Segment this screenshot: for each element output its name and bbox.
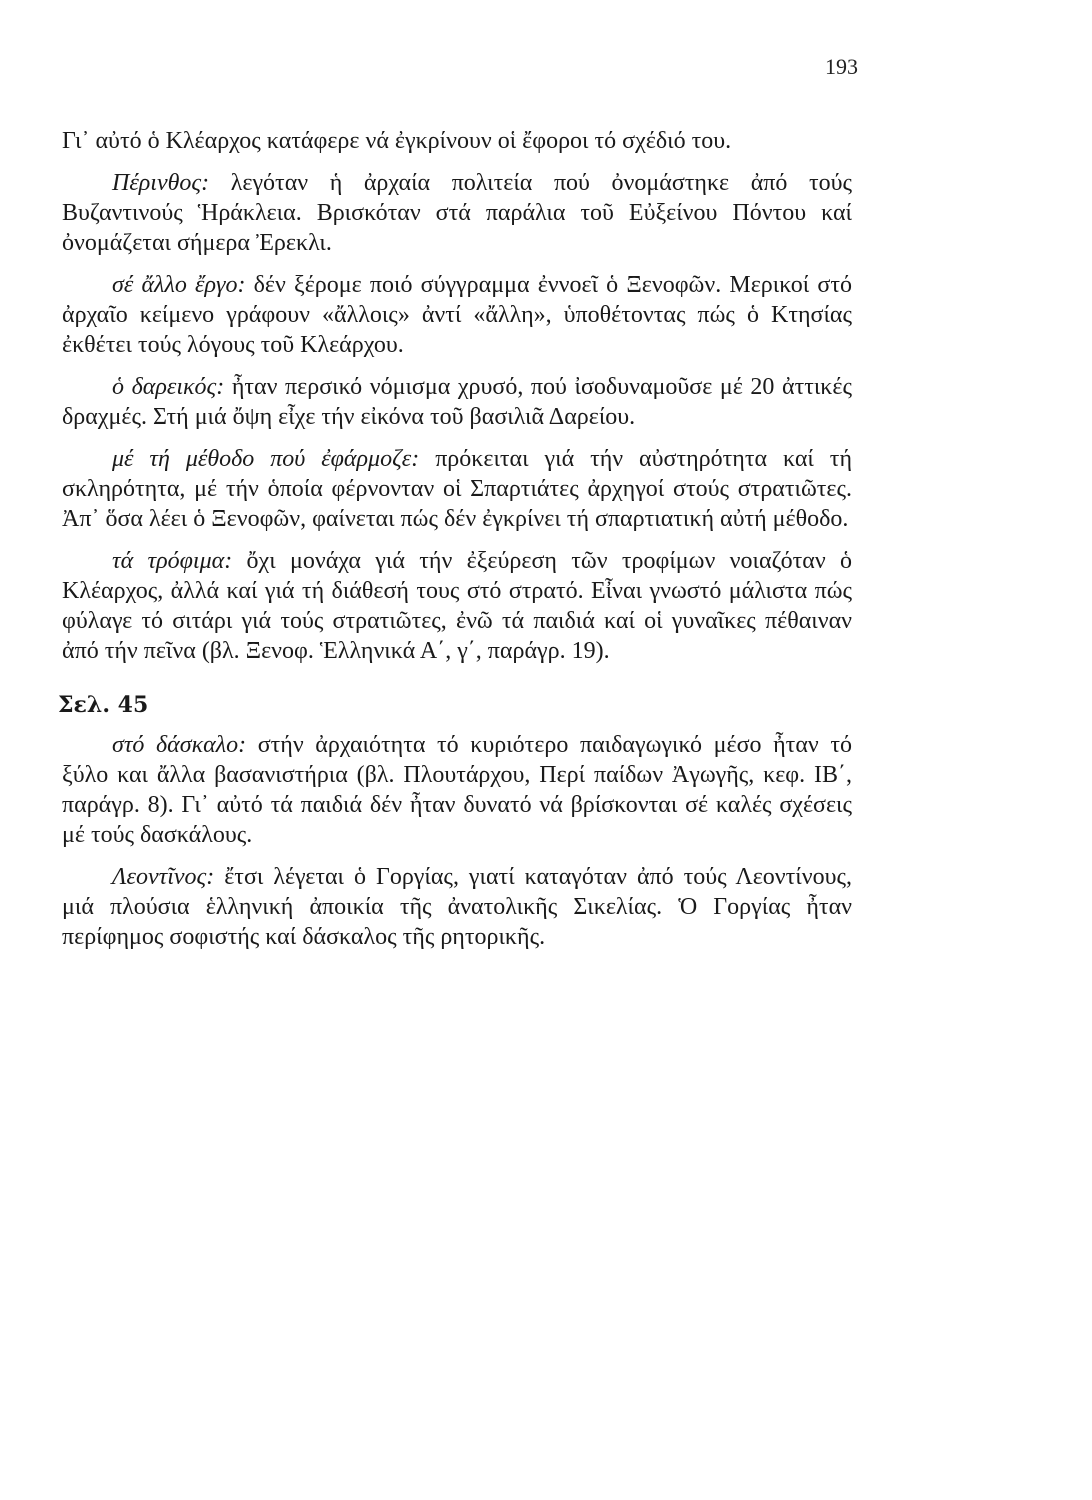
gloss-term: σέ ἄλλο ἔργο: [112, 272, 246, 298]
gloss-text: πρόκειται γιά τήν αὐστηρότητα καί τή σκληρότητα, μέ τήν ὁποία φέρνονταν οἱ Σπαρτιάτες ἀρχηγοί στούς στρατιῶτες. Ἀπ᾽ ὅσα λέει ὁ Ξενοφῶν, φαίνεται πώς δέν ἐγκρίνει τή σπαρτιατική αὐτή μέθοδο. [62, 446, 852, 532]
gloss-text: ἔτσι λέγεται ὁ Γοργίας, γιατί καταγόταν ἀπό τούς Λεοντίνους, μιά πλούσια ἑλληνική ἀποικία τῆς ἀνατολικῆς Σικελίας. Ὁ Γοργίας ἦταν περίφημος σοφιστής καί δάσκαλος τῆς ρητορικῆς. [62, 864, 852, 950]
gloss-text: λεγόταν ἡ ἀρχαία πολιτεία πού ὀνομάστηκε ἀπό τούς Βυζαντινούς Ἡράκλεια. Βρισκόταν στά παράλια τοῦ Εὐξείνου Πόντου καί ὀνομάζεται σήμερα Ἐρεκλι. [62, 170, 852, 256]
gloss-entry [62, 546, 852, 666]
paragraph [62, 126, 852, 156]
gloss-entry [62, 444, 852, 534]
gloss-term: ὁ δαρεικός: [112, 374, 225, 400]
gloss-text: στήν ἀρχαιότητα τό κυριότερο παιδαγωγικό μέσο ἦταν τό ξύλο και ἄλλα βασανιστήρια (βλ. Πλουτάρχου, Περί παίδων Ἀγωγῆς, κεφ. ΙΒ΄, παράγρ. 8). Γι᾽ αὐτό τά παιδιά δέν ἦταν δυνατό νά βρίσκονται σέ καλές σχέσεις μέ τούς δασκάλους. [62, 732, 852, 848]
gloss-entry [62, 730, 852, 850]
gloss-term: τά τρόφιμα: [112, 548, 233, 574]
gloss-entry [62, 372, 852, 432]
page-content [58, 126, 853, 964]
page-number: 193 [825, 54, 858, 79]
section-heading: Σελ. 45 [58, 692, 149, 718]
gloss-entry [62, 168, 852, 258]
gloss-entry [62, 270, 852, 360]
gloss-text: ὄχι μονάχα γιά τήν ἐξεύρεση τῶν τροφίμων νοιαζόταν ὁ Κλέαρχος, ἀλλά καί γιά τή διάθεσή τους στό στρατό. Εἶναι γνωστό μάλιστα πώς φύλαγε τό σιτάρι γιά τούς στρατιῶτες, ἐνῶ τά παιδιά καί οἱ γυναῖκες πέθαιναν ἀπό τήν πεῖνα (βλ. Ξενοφ. Ἑλληνικά Α΄, γ΄, παράγρ. 19). [62, 548, 852, 664]
gloss-text: δέν ξέρομε ποιό σύγγραμμα ἐννοεῖ ὁ Ξενοφῶν. Μερικοί στό ἀρχαῖο κείμενο γράφουν «ἄλλοις» ἀντί «ἄλλη», ὑποθέτοντας πώς ὁ Κτησίας ἐκθέτει τούς λόγους τοῦ Κλεάρχου. [62, 272, 853, 358]
gloss-term: στό δάσκαλο: [112, 732, 247, 758]
gloss-term: Λεοντῖνος: [112, 864, 215, 890]
gloss-text: Γι᾽ αὐτό ὁ Κλέαρχος κατάφερε νά ἐγκρίνουν οἱ ἔφοροι τό σχέδιό του. [62, 128, 732, 154]
gloss-text: ἦταν περσικό νόμισμα χρυσό, πού ἰσοδυναμοῦσε μέ 20 ἀττικές δραχμές. Στή μιά ὄψη εἶχε τήν εἰκόνα τοῦ βασιλιᾶ Δαρείου. [62, 374, 852, 430]
gloss-term: μέ τή μέθοδο πού ἐφάρμοζε: [112, 446, 420, 472]
gloss-entry [62, 862, 852, 952]
gloss-term: Πέρινθος: [112, 170, 210, 196]
